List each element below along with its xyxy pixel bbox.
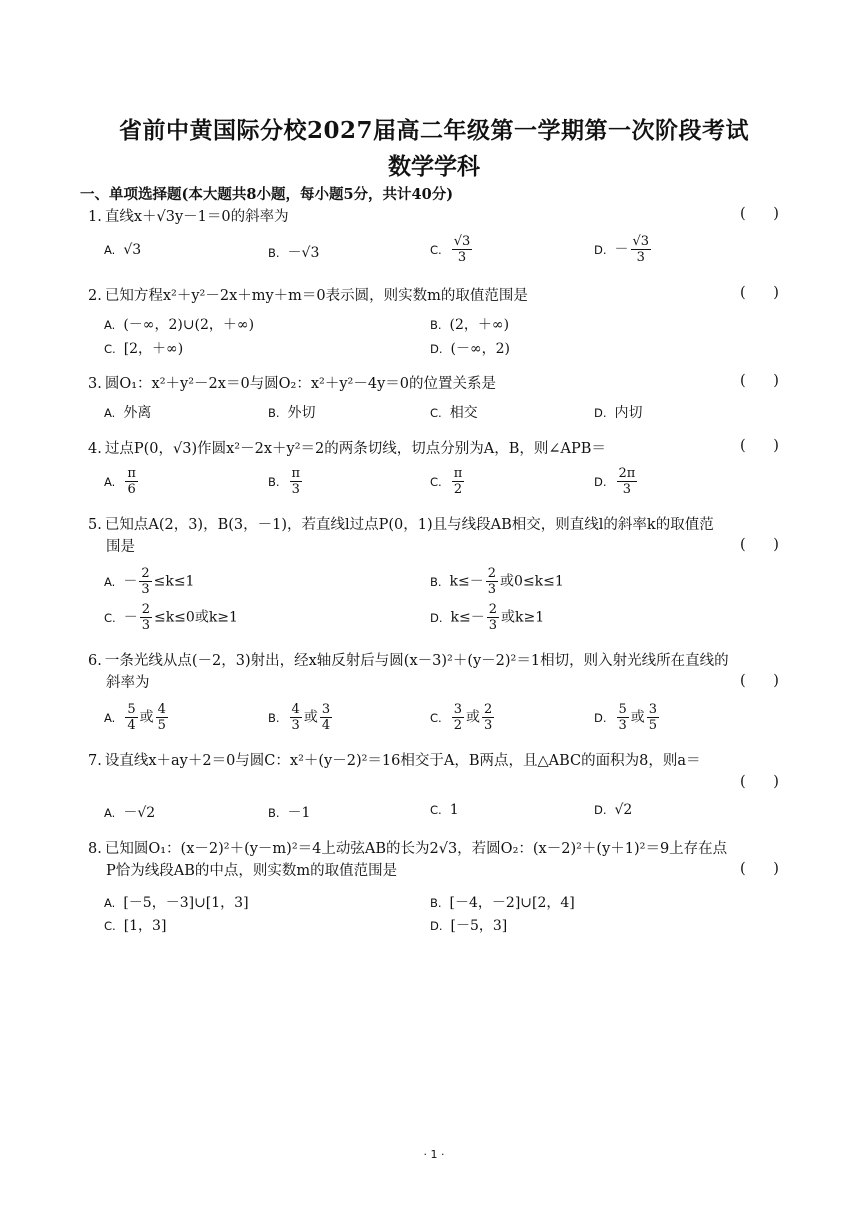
fraction: $\frac{√3}{3}$	[453, 234, 471, 265]
option-b: B. 外切	[268, 405, 316, 421]
option-a: A. √3	[104, 242, 142, 258]
question-1	[88, 206, 788, 228]
option-c: C. － $\frac{2}{3}$ ≤k≤0或k≥1	[104, 602, 238, 633]
answer-bracket: ( )	[740, 673, 779, 689]
option-c: C. $\frac{√3}{3}$	[430, 234, 471, 265]
option-d: D. $\frac{2\pi}{3}$	[594, 466, 636, 497]
option-a: A. $\frac{5}{4}$ 或 $\frac{4}{5}$	[104, 702, 166, 733]
option-a: A. －√2	[104, 805, 156, 821]
option-c: C. 1	[430, 802, 459, 818]
option-b: B. $\frac{4}{3}$ 或 $\frac{3}{4}$	[268, 702, 331, 733]
question-stem: 直线x＋√3y－1＝0的斜率为	[104, 209, 289, 225]
option-d: D. 内切	[594, 405, 643, 421]
option-c: C. [1，3]	[104, 918, 167, 934]
option-c: C. $\frac{\pi}{2}$	[430, 466, 463, 497]
question-7: 7. 设直线x＋ay＋2＝0与圆C：x²＋(y－2)²＝16相交于A，B两点，且△ABC的面积为8，则a＝	[88, 753, 701, 769]
option-b: B. $\frac{\pi}{3}$	[268, 466, 301, 497]
option-d: D. [－5，3]	[430, 918, 508, 934]
option-b: B. k≤－ $\frac{2}{3}$ 或0≤k≤1	[430, 566, 564, 597]
answer-bracket: ( )	[740, 861, 779, 877]
option-c: C. 相交	[430, 405, 478, 421]
fraction: $\frac{√3}{3}$	[632, 234, 650, 265]
option-a: A. [－5，－3]∪[1，3]	[104, 895, 249, 911]
option-c: C. [2，＋∞)	[104, 341, 184, 357]
option-c: C. $\frac{3}{2}$ 或 $\frac{2}{3}$	[430, 702, 493, 733]
option-d: D. k≤－ $\frac{2}{3}$ 或k≥1	[430, 602, 545, 633]
option-d: D. (－∞，2)	[430, 341, 511, 357]
question-stem: 圆O₁：x²＋y²－2x＝0与圆O₂：x²＋y²－4y＝0的位置关系是	[104, 376, 497, 392]
question-number: 1.	[88, 209, 102, 225]
option-b: B. －√3	[268, 245, 320, 261]
question-3: 3. 圆O₁：x²＋y²－2x＝0与圆O₂：x²＋y²－4y＝0的位置关系是	[88, 376, 497, 392]
exam-subtitle: 数学学科	[388, 153, 480, 180]
question-4: 4. 过点P(0，√3)作圆x²－2x＋y²＝2的两条切线，切点分别为A，B，则∠APB＝	[88, 441, 606, 457]
question-stem: 设直线x＋ay＋2＝0与圆C：x²＋(y－2)²＝16相交于A，B两点，且△ABC的面积为8，则a＝	[104, 753, 701, 769]
exam-title: 省前中黄国际分校2027届高二年级第一学期第一次阶段考试	[118, 117, 749, 144]
answer-bracket: ( )	[740, 373, 779, 389]
option-b: B. [－4，－2]∪[2，4]	[430, 895, 575, 911]
option-d: D. $\frac{5}{3}$ 或 $\frac{3}{5}$	[594, 702, 658, 733]
option-a: A. 外离	[104, 405, 152, 421]
option-a: A. － $\frac{2}{3}$ ≤k≤1	[104, 566, 195, 597]
option-b: B. (2，＋∞)	[430, 317, 510, 333]
question-5: 5. 已知点A(2，3)，B(3，－1)，若直线l过点P(0，1)且与线段AB相交，则直线l的斜率k的取值范 围是	[88, 517, 714, 555]
question-6: 6. 一条光线从点(－2，3)射出，经x轴反射后与圆(x－3)²＋(y－2)²＝1相切，则入射光线所在直线的 斜率为	[88, 653, 729, 691]
answer-bracket: ( )	[740, 438, 779, 454]
answer-bracket: ( )	[740, 285, 779, 301]
option-b: B. －1	[268, 805, 311, 821]
answer-bracket: ( )	[740, 774, 779, 790]
question-2: 2. 已知方程x²＋y²－2x＋my＋m＝0表示圆，则实数m的取值范围是	[88, 288, 528, 304]
question-stem: 过点P(0，√3)作圆x²－2x＋y²＝2的两条切线，切点分别为A，B，则∠APB＝	[104, 441, 606, 457]
option-d: D. √2	[594, 802, 633, 818]
question-8: 8. 已知圆O₁：(x－2)²＋(y－m)²＝4上动弦AB的长为2√3，若圆O₂：(x－2)²＋(y＋1)²＝9上存在点 P恰为线段AB的中点，则实数m的取值范围是	[88, 841, 728, 879]
section-heading: 一、单项选择题(本大题共8小题，每小题5分，共计40分)	[80, 186, 454, 203]
question-stem: 已知方程x²＋y²－2x＋my＋m＝0表示圆，则实数m的取值范围是	[104, 288, 528, 304]
answer-bracket: ( )	[740, 537, 779, 553]
option-a: A. $\frac{\pi}{6}$	[104, 466, 136, 497]
answer-bracket: ( )	[740, 206, 779, 222]
page-number: · 1 ·	[423, 1148, 445, 1161]
option-d: D. － $\frac{√3}{3}$	[594, 234, 650, 265]
option-a: A. (－∞，2)∪(2，＋∞)	[104, 317, 255, 333]
